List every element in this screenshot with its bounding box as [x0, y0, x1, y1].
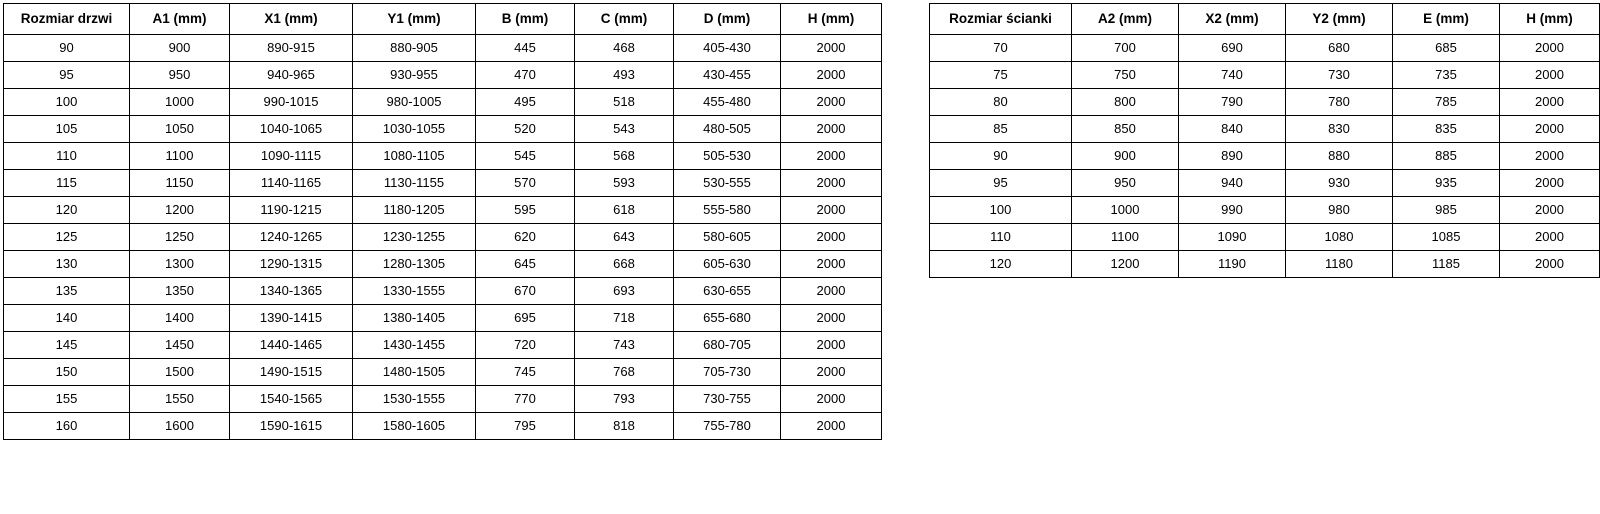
- cell: 1040-1065: [230, 116, 353, 143]
- cell: 1550: [130, 386, 230, 413]
- cell: 110: [930, 224, 1072, 251]
- cell: 120: [930, 251, 1072, 278]
- cell: 1480-1505: [353, 359, 476, 386]
- cell: 830: [1286, 116, 1393, 143]
- cell: 2000: [781, 197, 882, 224]
- cell: 700: [1072, 35, 1179, 62]
- table-row: [4, 116, 882, 143]
- column-header-y2: Y2 (mm): [1286, 4, 1393, 35]
- cell: 790: [1179, 89, 1286, 116]
- cell: 735: [1393, 62, 1500, 89]
- cell: 543: [575, 116, 674, 143]
- cell: 1430-1455: [353, 332, 476, 359]
- cell: 595: [476, 197, 575, 224]
- cell: 568: [575, 143, 674, 170]
- table-row: [4, 332, 882, 359]
- cell: 750: [1072, 62, 1179, 89]
- cell: 1180: [1286, 251, 1393, 278]
- cell: 740: [1179, 62, 1286, 89]
- table-row: [4, 35, 882, 62]
- cell: 745: [476, 359, 575, 386]
- cell: 1400: [130, 305, 230, 332]
- table-row: [930, 143, 1600, 170]
- cell: 743: [575, 332, 674, 359]
- cell: 680: [1286, 35, 1393, 62]
- table-row: [930, 224, 1600, 251]
- cell: 1530-1555: [353, 386, 476, 413]
- walls-table-head: [930, 4, 1600, 35]
- cell: 990-1015: [230, 89, 353, 116]
- table-row: [4, 413, 882, 440]
- cell: 1080: [1286, 224, 1393, 251]
- cell: 950: [1072, 170, 1179, 197]
- cell: 630-655: [674, 278, 781, 305]
- column-header-x2: X2 (mm): [1179, 4, 1286, 35]
- cell: 2000: [781, 332, 882, 359]
- cell: 145: [4, 332, 130, 359]
- cell: 1350: [130, 278, 230, 305]
- cell: 2000: [781, 224, 882, 251]
- cell: 160: [4, 413, 130, 440]
- cell: 1050: [130, 116, 230, 143]
- cell: 1180-1205: [353, 197, 476, 224]
- cell: 1390-1415: [230, 305, 353, 332]
- cell: 795: [476, 413, 575, 440]
- cell: 730-755: [674, 386, 781, 413]
- cell: 1000: [1072, 197, 1179, 224]
- cell: 940-965: [230, 62, 353, 89]
- cell: 1100: [130, 143, 230, 170]
- cell: 120: [4, 197, 130, 224]
- column-header-x1: X1 (mm): [230, 4, 353, 35]
- cell: 1240-1265: [230, 224, 353, 251]
- table-row: [930, 197, 1600, 224]
- cell: 110: [4, 143, 130, 170]
- cell: 90: [930, 143, 1072, 170]
- cell: 720: [476, 332, 575, 359]
- cell: 2000: [781, 89, 882, 116]
- cell: 1200: [130, 197, 230, 224]
- cell: 75: [930, 62, 1072, 89]
- cell: 980: [1286, 197, 1393, 224]
- cell: 125: [4, 224, 130, 251]
- table-row: [4, 278, 882, 305]
- cell: 818: [575, 413, 674, 440]
- cell: 685: [1393, 35, 1500, 62]
- table-row: [4, 305, 882, 332]
- cell: 850: [1072, 116, 1179, 143]
- table-row: [4, 197, 882, 224]
- cell: 618: [575, 197, 674, 224]
- column-header-y1: Y1 (mm): [353, 4, 476, 35]
- cell: 835: [1393, 116, 1500, 143]
- cell: 2000: [1500, 89, 1600, 116]
- cell: 620: [476, 224, 575, 251]
- cell: 935: [1393, 170, 1500, 197]
- cell: 1330-1555: [353, 278, 476, 305]
- cell: 545: [476, 143, 575, 170]
- doors-table-head: [4, 4, 882, 35]
- column-header-a2: A2 (mm): [1072, 4, 1179, 35]
- cell: 445: [476, 35, 575, 62]
- cell: 1440-1465: [230, 332, 353, 359]
- cell: 1380-1405: [353, 305, 476, 332]
- cell: 2000: [1500, 116, 1600, 143]
- column-header-rozmiar-drzwi: Rozmiar drzwi: [4, 4, 130, 35]
- walls-dimensions-table-container: [929, 3, 1600, 278]
- cell: 940: [1179, 170, 1286, 197]
- cell: 505-530: [674, 143, 781, 170]
- cell: 1340-1365: [230, 278, 353, 305]
- cell: 150: [4, 359, 130, 386]
- cell: 980-1005: [353, 89, 476, 116]
- table-row: [930, 89, 1600, 116]
- cell: 768: [575, 359, 674, 386]
- cell: 493: [575, 62, 674, 89]
- cell: 755-780: [674, 413, 781, 440]
- cell: 930-955: [353, 62, 476, 89]
- cell: 990: [1179, 197, 1286, 224]
- cell: 1185: [1393, 251, 1500, 278]
- cell: 1280-1305: [353, 251, 476, 278]
- table-header-row: [4, 4, 882, 35]
- cell: 770: [476, 386, 575, 413]
- table-row: [4, 386, 882, 413]
- cell: 130: [4, 251, 130, 278]
- column-header-h: H (mm): [1500, 4, 1600, 35]
- cell: 2000: [781, 35, 882, 62]
- table-row: [4, 143, 882, 170]
- cell: 1190-1215: [230, 197, 353, 224]
- cell: 155: [4, 386, 130, 413]
- cell: 1580-1605: [353, 413, 476, 440]
- cell: 693: [575, 278, 674, 305]
- cell: 1100: [1072, 224, 1179, 251]
- cell: 2000: [781, 305, 882, 332]
- cell: 695: [476, 305, 575, 332]
- column-header-d: D (mm): [674, 4, 781, 35]
- cell: 643: [575, 224, 674, 251]
- cell: 1540-1565: [230, 386, 353, 413]
- column-header-a1: A1 (mm): [130, 4, 230, 35]
- table-row: [930, 251, 1600, 278]
- doors-dimensions-table-container: [3, 3, 882, 440]
- cell: 2000: [781, 413, 882, 440]
- cell: 780: [1286, 89, 1393, 116]
- cell: 2000: [1500, 224, 1600, 251]
- table-header-row: [930, 4, 1600, 35]
- cell: 1450: [130, 332, 230, 359]
- walls-table-body: [930, 35, 1600, 278]
- cell: 705-730: [674, 359, 781, 386]
- cell: 95: [4, 62, 130, 89]
- cell: 90: [4, 35, 130, 62]
- cell: 580-605: [674, 224, 781, 251]
- cell: 885: [1393, 143, 1500, 170]
- cell: 1590-1615: [230, 413, 353, 440]
- cell: 1490-1515: [230, 359, 353, 386]
- cell: 520: [476, 116, 575, 143]
- cell: 880: [1286, 143, 1393, 170]
- cell: 480-505: [674, 116, 781, 143]
- cell: 900: [130, 35, 230, 62]
- cell: 668: [575, 251, 674, 278]
- cell: 930: [1286, 170, 1393, 197]
- cell: 605-630: [674, 251, 781, 278]
- cell: 785: [1393, 89, 1500, 116]
- cell: 1090: [1179, 224, 1286, 251]
- cell: 1000: [130, 89, 230, 116]
- cell: 890: [1179, 143, 1286, 170]
- cell: 555-580: [674, 197, 781, 224]
- cell: 1140-1165: [230, 170, 353, 197]
- cell: 95: [930, 170, 1072, 197]
- cell: 2000: [781, 62, 882, 89]
- cell: 518: [575, 89, 674, 116]
- table-row: [930, 35, 1600, 62]
- cell: 718: [575, 305, 674, 332]
- cell: 1190: [1179, 251, 1286, 278]
- cell: 2000: [781, 359, 882, 386]
- cell: 2000: [1500, 251, 1600, 278]
- cell: 140: [4, 305, 130, 332]
- cell: 530-555: [674, 170, 781, 197]
- cell: 1080-1105: [353, 143, 476, 170]
- cell: 70: [930, 35, 1072, 62]
- cell: 670: [476, 278, 575, 305]
- table-row: [4, 89, 882, 116]
- cell: 105: [4, 116, 130, 143]
- cell: 2000: [1500, 197, 1600, 224]
- cell: 430-455: [674, 62, 781, 89]
- cell: 1200: [1072, 251, 1179, 278]
- doors-table-body: [4, 35, 882, 440]
- cell: 100: [4, 89, 130, 116]
- cell: 1500: [130, 359, 230, 386]
- cell: 985: [1393, 197, 1500, 224]
- table-row: [930, 170, 1600, 197]
- cell: 2000: [781, 386, 882, 413]
- table-row: [4, 170, 882, 197]
- cell: 100: [930, 197, 1072, 224]
- cell: 1090-1115: [230, 143, 353, 170]
- cell: 115: [4, 170, 130, 197]
- cell: 85: [930, 116, 1072, 143]
- table-row: [4, 224, 882, 251]
- column-header-c: C (mm): [575, 4, 674, 35]
- cell: 2000: [1500, 35, 1600, 62]
- cell: 470: [476, 62, 575, 89]
- cell: 2000: [781, 251, 882, 278]
- cell: 593: [575, 170, 674, 197]
- cell: 1290-1315: [230, 251, 353, 278]
- cell: 890-915: [230, 35, 353, 62]
- cell: 840: [1179, 116, 1286, 143]
- table-row: [4, 359, 882, 386]
- table-row: [4, 251, 882, 278]
- cell: 495: [476, 89, 575, 116]
- cell: 455-480: [674, 89, 781, 116]
- cell: 468: [575, 35, 674, 62]
- cell: 730: [1286, 62, 1393, 89]
- cell: 690: [1179, 35, 1286, 62]
- table-row: [4, 62, 882, 89]
- column-header-e: E (mm): [1393, 4, 1500, 35]
- cell: 950: [130, 62, 230, 89]
- cell: 2000: [781, 278, 882, 305]
- cell: 405-430: [674, 35, 781, 62]
- cell: 1085: [1393, 224, 1500, 251]
- cell: 80: [930, 89, 1072, 116]
- cell: 2000: [1500, 170, 1600, 197]
- table-row: [930, 62, 1600, 89]
- cell: 900: [1072, 143, 1179, 170]
- cell: 2000: [781, 170, 882, 197]
- column-header-h: H (mm): [781, 4, 882, 35]
- column-header-rozmiar-scianki: Rozmiar ścianki: [930, 4, 1072, 35]
- cell: 1030-1055: [353, 116, 476, 143]
- doors-dimensions-table: [3, 3, 882, 440]
- cell: 655-680: [674, 305, 781, 332]
- table-row: [930, 116, 1600, 143]
- cell: 800: [1072, 89, 1179, 116]
- cell: 1300: [130, 251, 230, 278]
- cell: 793: [575, 386, 674, 413]
- cell: 1600: [130, 413, 230, 440]
- cell: 2000: [781, 116, 882, 143]
- walls-dimensions-table: [929, 3, 1600, 278]
- cell: 1230-1255: [353, 224, 476, 251]
- cell: 135: [4, 278, 130, 305]
- cell: 2000: [1500, 62, 1600, 89]
- cell: 570: [476, 170, 575, 197]
- cell: 1130-1155: [353, 170, 476, 197]
- cell: 645: [476, 251, 575, 278]
- cell: 680-705: [674, 332, 781, 359]
- cell: 1250: [130, 224, 230, 251]
- cell: 880-905: [353, 35, 476, 62]
- cell: 2000: [1500, 143, 1600, 170]
- cell: 1150: [130, 170, 230, 197]
- column-header-b: B (mm): [476, 4, 575, 35]
- cell: 2000: [781, 143, 882, 170]
